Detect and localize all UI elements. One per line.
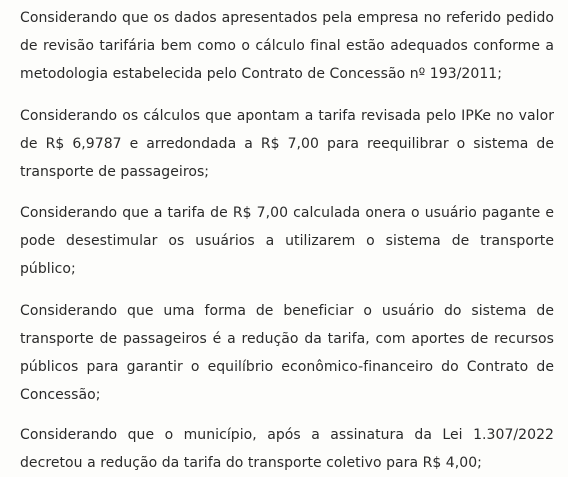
- paragraph-2: Considerando os cálculos que apontam a tarifa revisada pelo IPKe no valor de R$ 6,9787 e arredondada a R$ 7,00 para reequilibrar o sistema de transporte de passageiros;: [20, 108, 554, 180]
- paragraph-1: Considerando que os dados apresentados pela empresa no referido pedido de revisão tarifária bem como o cálculo final estão adequados conforme a metodologia estabelecida pelo Contrato de Concessão nº 193/2011;: [20, 10, 554, 82]
- paragraph-5: Considerando que o município, após a assinatura da Lei 1.307/2022 decretou a redução da tarifa do transporte coletivo para R$ 4,00;: [20, 427, 554, 471]
- paragraph-4: Considerando que uma forma de beneficiar o usuário do sistema de transporte de passageiros é a redução da tarifa, com aportes de recursos públicos para garantir o equilíbrio econômico-financeiro do Contrato de Concessão;: [20, 303, 554, 403]
- paragraph-3: Considerando que a tarifa de R$ 7,00 calculada onera o usuário pagante e pode desestimular os usuários a utilizarem o sistema de transporte público;: [20, 205, 554, 277]
